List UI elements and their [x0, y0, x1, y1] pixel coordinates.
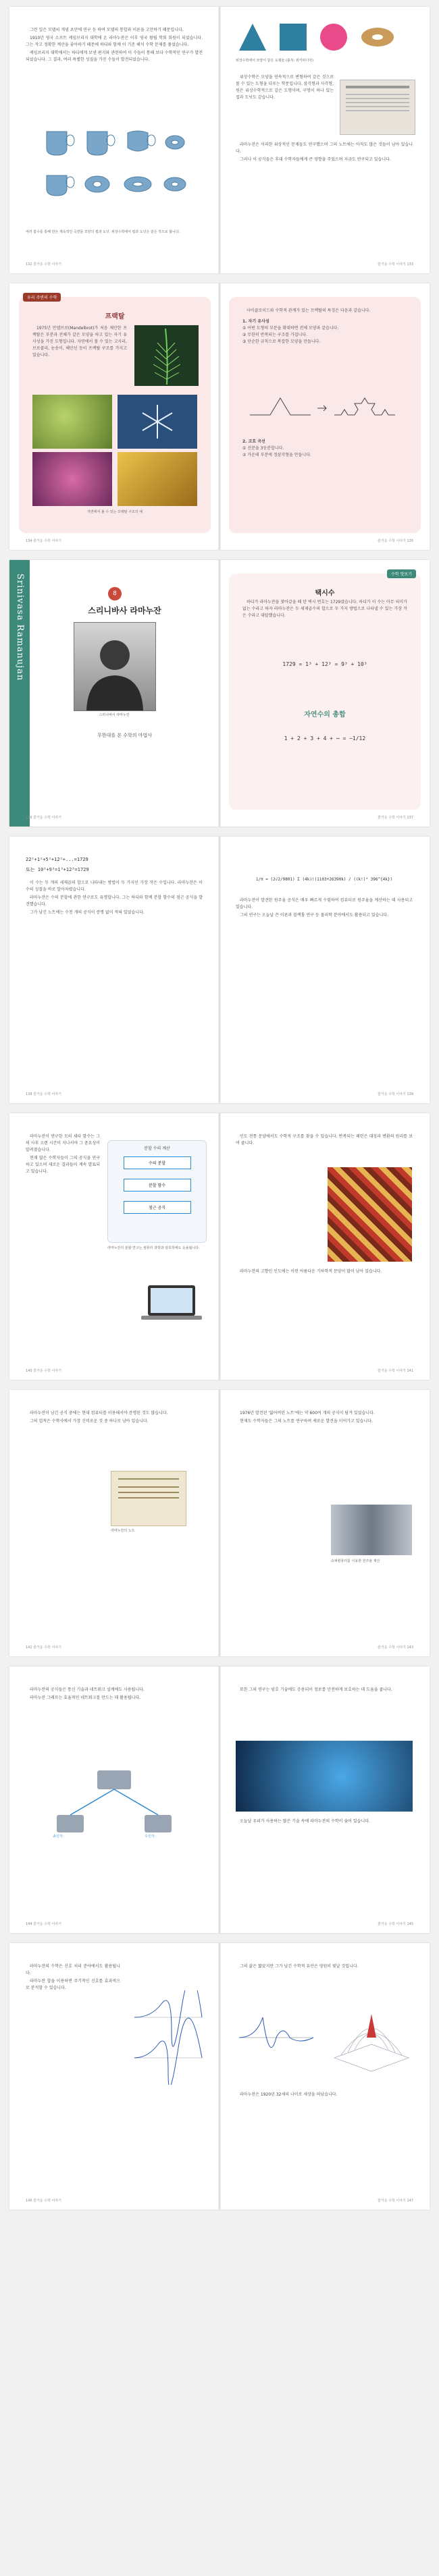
paragraph: 라마누잔이 남긴 공식 중에는 현대 컴퓨터를 이용해서야 증명된 것도 많습니다. — [30, 1411, 168, 1416]
diagram-title: 분할 수의 계산 — [144, 1146, 170, 1151]
page-number-left: 142 즐거운 수학 이야기 — [26, 1646, 61, 1650]
page-right — [220, 1943, 430, 2210]
page-number-right: 즐거운 수학 이야기 137 — [378, 816, 413, 820]
list-item: ③ 단순한 규칙으로 복잡한 모양을 만듭니다. — [242, 339, 321, 344]
paragraph: 그러나 이 공식들은 후대 수학자들에게 큰 영향을 주었으며 지금도 연구되고 있습니다. — [240, 157, 391, 162]
page-right — [220, 7, 430, 273]
page-left — [9, 837, 220, 1103]
figure-caption: 여러 함수를 통해 만든 계속적인 곡면들 모양의 컵과 도넛. 위상수학에서 컵과 도넛은 같은 것으로 봅니다. — [26, 230, 180, 234]
diagram-box: 분할 함수 — [124, 1179, 191, 1192]
shapes-figure — [236, 20, 413, 54]
diagram-panel — [107, 1140, 207, 1243]
page-right — [220, 1113, 430, 1380]
body-text — [236, 1410, 413, 1426]
photo-grid — [32, 395, 197, 506]
leaf-photo — [118, 452, 197, 506]
paragraph: 라마누잔 그래프는 효율적인 네트워크를 만드는 데 활용됩니다. — [30, 1696, 141, 1700]
paragraph: 사이클로이드와 수학적 관계가 있는 프랙탈의 특징은 다음과 같습니다. — [247, 308, 371, 313]
chapter-badge: 8 — [108, 587, 122, 600]
paragraph: 또한 그의 연구는 암호 기술에도 응용되어 정보를 안전하게 보호하는 데 도움을 줍니다. — [240, 1687, 392, 1692]
page-left — [9, 1390, 220, 1656]
diagram-box: 점근 공식 — [124, 1201, 191, 1214]
page-number-left: 132 즐거운 수학 이야기 — [26, 262, 61, 267]
formula-a: 22²+1²+5²+12²+...=1729 — [26, 857, 88, 862]
paragraph: 라마누잔의 고향인 인도에는 이런 아름다운 기하학적 문양이 많이 남아 있습니다. — [240, 1269, 382, 1274]
chapter-title: 스리니바사 라마누잔 — [88, 606, 161, 615]
page-right — [220, 283, 430, 550]
body-text — [26, 1410, 203, 1426]
sphere-shape — [320, 24, 347, 51]
paragraph: 라마누잔이 발견한 원주율 공식은 매우 빠르게 수렴하여 컴퓨터로 원주율을 계산하는 데 사용되고 있습니다. — [236, 898, 413, 909]
body-text — [242, 439, 407, 459]
cabbage-photo — [32, 452, 112, 506]
page-left — [9, 283, 220, 550]
page-number-left: 140 즐거운 수학 이야기 — [26, 1369, 61, 1373]
page-left — [9, 1943, 220, 2210]
page-right — [220, 837, 430, 1103]
sub-title: 2. 코흐 곡선 — [242, 439, 265, 444]
list-item: ② 가운데 부분에 정삼각형을 만듭니다. — [242, 453, 311, 457]
list-item: ① 어떤 도형의 부분을 확대하면 전체 모양과 같습니다. — [242, 326, 339, 331]
page-number-left: 134 즐거운 수학 이야기 — [26, 539, 61, 543]
body-text — [242, 599, 407, 621]
paragraph: 라마누잔 합을 이용하면 주기적인 신호를 효과적으로 분석할 수 있습니다. — [26, 1979, 120, 1990]
waveform-plot — [236, 2004, 317, 2071]
body-text — [26, 1963, 120, 1993]
body-text — [26, 880, 203, 918]
page-right — [220, 1390, 430, 1656]
spread-7 — [9, 1667, 430, 1933]
triangle-shape — [239, 24, 266, 51]
body-text — [26, 27, 203, 65]
body-text — [236, 2092, 413, 2100]
page-number-right: 즐거운 수학 이야기 143 — [378, 1646, 413, 1650]
notebook-photo — [111, 1471, 186, 1526]
supercomputer-photo — [331, 1505, 412, 1555]
page-left — [9, 1667, 220, 1933]
paragraph: 라마누잔의 수학은 신호 처리 분야에서도 활용됩니다. — [26, 1964, 120, 1976]
page-number-right: 즐거운 수학 이야기 147 — [378, 2199, 413, 2203]
spread-2 — [9, 283, 430, 550]
diagram-label: 수신자 — [145, 1835, 155, 1839]
paragraph: 그런 일은 모델의 개념 초안에 연구 등 하여 모델의 통합과 이론을 고안하기 때문입니다. — [30, 28, 184, 32]
body-text — [236, 1268, 413, 1277]
square-shape — [280, 24, 307, 51]
spread-8 — [9, 1943, 430, 2210]
note-title: 택시수 — [315, 590, 335, 597]
paragraph: 라마누잔이 연구한 모의 세타 함수는 그의 사후 오랜 시간이 지나서야 그 중요성이 알려졌습니다. — [26, 1134, 100, 1152]
page-left — [9, 1113, 220, 1380]
paragraph: 케임브리지 대학에서는 하디에게 보낸 편지와 관련하여 이 수들이 통해 보다 수학적인 연구가 발전되었습니다. 그 결과, 여러 특별한 성질을 가진 수들이 발견되었습니다. — [26, 51, 203, 62]
paragraph: 라마누잔은 이러한 위상적인 문제들도 연구했으며 그의 노트에는 아직도 많은 것들이 남아 있습니다. — [236, 142, 413, 154]
page-left — [9, 7, 220, 273]
body-text — [236, 74, 334, 103]
paragraph: 현재 많은 수학자들이 그의 공식을 연구하고 있으며 새로운 결과들이 계속 발표되고 있습니다. — [26, 1156, 100, 1174]
body-text — [236, 1963, 413, 1971]
body-text — [236, 142, 413, 165]
box-title: 프랙탈 — [105, 313, 125, 320]
paragraph: 오늘날 우리가 사용하는 많은 기술 속에 라마누잔의 수학이 숨어 있습니다. — [240, 1819, 370, 1824]
spread-1 — [9, 7, 430, 273]
body-text — [26, 1687, 203, 1703]
network-diagram — [43, 1768, 185, 1842]
diagram-label: 송신자 — [53, 1835, 63, 1839]
document-photo — [340, 80, 415, 135]
formula-b: 또는 10³+9³=1³+12³=1729 — [26, 867, 89, 872]
pattern-image — [328, 1167, 412, 1262]
body-text — [236, 1687, 413, 1695]
page-number-left: 136 즐거운 수학 이야기 — [26, 816, 61, 820]
paragraph: 그의 업적은 수학사에서 가장 신비로운 것 중 하나로 남아 있습니다. — [30, 1419, 149, 1424]
pi-formula: 1/π = (2√2/9801) Σ (4k)!(1103+26390k) / ((k!)⁴ 396^{4k}) — [255, 877, 393, 882]
page-number-right: 즐거운 수학 이야기 135 — [378, 539, 413, 543]
page-number-right: 즐거운 수학 이야기 145 — [378, 1922, 413, 1926]
page-number-left: 144 즐거운 수학 이야기 — [26, 1922, 61, 1926]
cup-grid-figure — [40, 118, 188, 219]
note-tag: 수학 맛보기 — [387, 569, 416, 578]
paragraph: 라마누잔의 공식들은 통신 기술과 네트워크 설계에도 사용됩니다. — [30, 1687, 145, 1692]
body-text — [242, 308, 407, 345]
paragraph: 위상수학은 모양을 연속적으로 변형하여 같은 것으로 볼 수 있는 도형을 다루는 학문입니다. 삼각형과 사각형, 원은 위상수학적으로 같은 도형이며, 구멍이 하나 있는 컵과 도넛도 같습니다. — [236, 75, 334, 100]
laptop-illustration — [138, 1282, 205, 1329]
page-number-left: 138 즐거운 수학 이야기 — [26, 1092, 61, 1096]
side-label: Srinivasa Ramanujan — [15, 573, 25, 681]
paragraph: 하디가 라마누잔을 찾아갔을 때 탄 택시 번호는 1729였습니다. 하디가 이 수는 아무 의미가 없는 수라고 하자 라마누잔은 두 세제곱수의 합으로 두 가지 방법으로 나타낼 수 있는 가장 작은 수라고 대답했습니다. — [242, 600, 407, 618]
paragraph: 이 수는 두 개의 세제곱의 합으로 나타내는 방법이 두 가지인 가장 작은 수입니다. 라마누잔은 이 수의 성질을 바로 알아차렸습니다. — [26, 880, 203, 892]
body-text — [236, 1133, 413, 1148]
spread-6 — [9, 1390, 430, 1656]
portrait-photo — [74, 622, 156, 711]
taxicab-formula: 1729 = 1³ + 12³ = 9³ + 10³ — [282, 661, 367, 667]
paragraph: 1976년 발견된 '잃어버린 노트'에는 약 600여 개의 공식이 담겨 있었습니다. — [240, 1411, 375, 1416]
sum-formula: 1 + 2 + 3 + 4 + ⋯ = −1/12 — [284, 735, 366, 741]
surface-plot — [328, 1997, 415, 2078]
paragraph: 인도 전통 문양에서도 수학적 구조를 찾을 수 있습니다. 반복되는 패턴은 대칭과 변환의 원리를 보여 줍니다. — [236, 1134, 413, 1146]
list-title: 1. 자기 유사성 — [242, 319, 269, 324]
paragraph: 현재도 수학자들은 그의 노트를 연구하며 새로운 발견을 이어가고 있습니다. — [240, 1419, 373, 1424]
body-text — [26, 1133, 100, 1177]
signal-plots — [131, 1990, 205, 2085]
page-number-right: 즐거운 수학 이야기 139 — [378, 1092, 413, 1096]
tech-photo — [236, 1741, 413, 1812]
paragraph: 그의 삶은 짧았지만 그가 남긴 수학적 유산은 영원히 빛날 것입니다. — [240, 1964, 359, 1969]
note-title-2: 자연수의 총합 — [304, 711, 346, 719]
list-item: ① 선분을 3등분합니다. — [242, 446, 284, 451]
paragraph: 1910년 영국 소프트 케임브리지 대학에 온 라마누잔은 이후 영국 왕립 학회 회원이 되었습니다. 그는 작고 정확한 계산을 좋아하기 때문에 하디와 함께 이 기존 해석 수학 문제를 풀었습니다. — [26, 36, 203, 47]
chapter-subtitle: 무한대를 본 수학의 마법사 — [97, 733, 153, 738]
spread-3 — [9, 560, 430, 827]
diagram-box: 수의 분할 — [124, 1156, 191, 1169]
body-text — [236, 1818, 413, 1826]
list-item: ② 무한히 반복되는 구조를 가집니다. — [242, 333, 308, 337]
supercomputer-caption: 슈퍼컴퓨터를 이용한 원주율 계산 — [331, 1559, 380, 1563]
paragraph: 그가 남긴 노트에는 수천 개의 공식이 증명 없이 적혀 있었습니다. — [30, 910, 145, 915]
notebook-caption: 라마누잔의 노트 — [111, 1529, 135, 1533]
page-left — [9, 560, 220, 827]
page-number-left: 146 즐거운 수학 이야기 — [26, 2199, 61, 2203]
page-right — [220, 1667, 430, 1933]
shapes-caption: 위상수학에서 모양이 같은 도형들 (출처: 위키피디아) — [236, 59, 313, 63]
snowflake-photo — [118, 395, 197, 449]
diagram-caption: 라마누잔의 분할 연구는 컴퓨터 과학과 암호학에도 응용됩니다. — [107, 1246, 200, 1250]
spread-4 — [9, 837, 430, 1103]
spread-5 — [9, 1113, 430, 1380]
portrait-caption: 스리니바사 라마누잔 — [99, 713, 130, 717]
side-band — [9, 560, 30, 827]
fern-photo — [134, 325, 199, 386]
page-right — [220, 560, 430, 827]
page-number-right: 즐거운 수학 이야기 133 — [378, 262, 413, 267]
page-number-right: 즐거운 수학 이야기 141 — [378, 1369, 413, 1373]
photo-caption: 자연에서 볼 수 있는 프랙탈 구조의 예 — [87, 510, 143, 514]
body-text — [236, 897, 413, 920]
paragraph: 그의 연구는 오늘날 끈 이론과 블랙홀 연구 등 물리학 분야에서도 활용되고 있습니다. — [240, 913, 388, 918]
paragraph: 라마누잔은 1920년 32세의 나이로 세상을 떠났습니다. — [240, 2092, 338, 2097]
body-text — [32, 325, 127, 360]
section-tag: 우리 주변의 수학 — [23, 293, 61, 302]
paragraph: 1975년 만델브로(Mandelbrot)가 처음 제안한 프랙탈은 부분과 전체가 같은 모양을 하고 있는 자기 유사성을 가진 도형입니다. 자연에서 볼 수 있는 고사리, 브로콜리, 눈송이, 해안선 등이 프랙탈 구조를 가지고 있습니다. — [32, 326, 127, 358]
koch-curve-figure — [247, 378, 402, 425]
paragraph: 라마누잔은 수의 분할에 관한 연구로도 유명합니다. 그는 하디와 함께 분할 함수의 점근 공식을 발견했습니다. — [26, 895, 203, 907]
broccoli-photo — [32, 395, 112, 449]
